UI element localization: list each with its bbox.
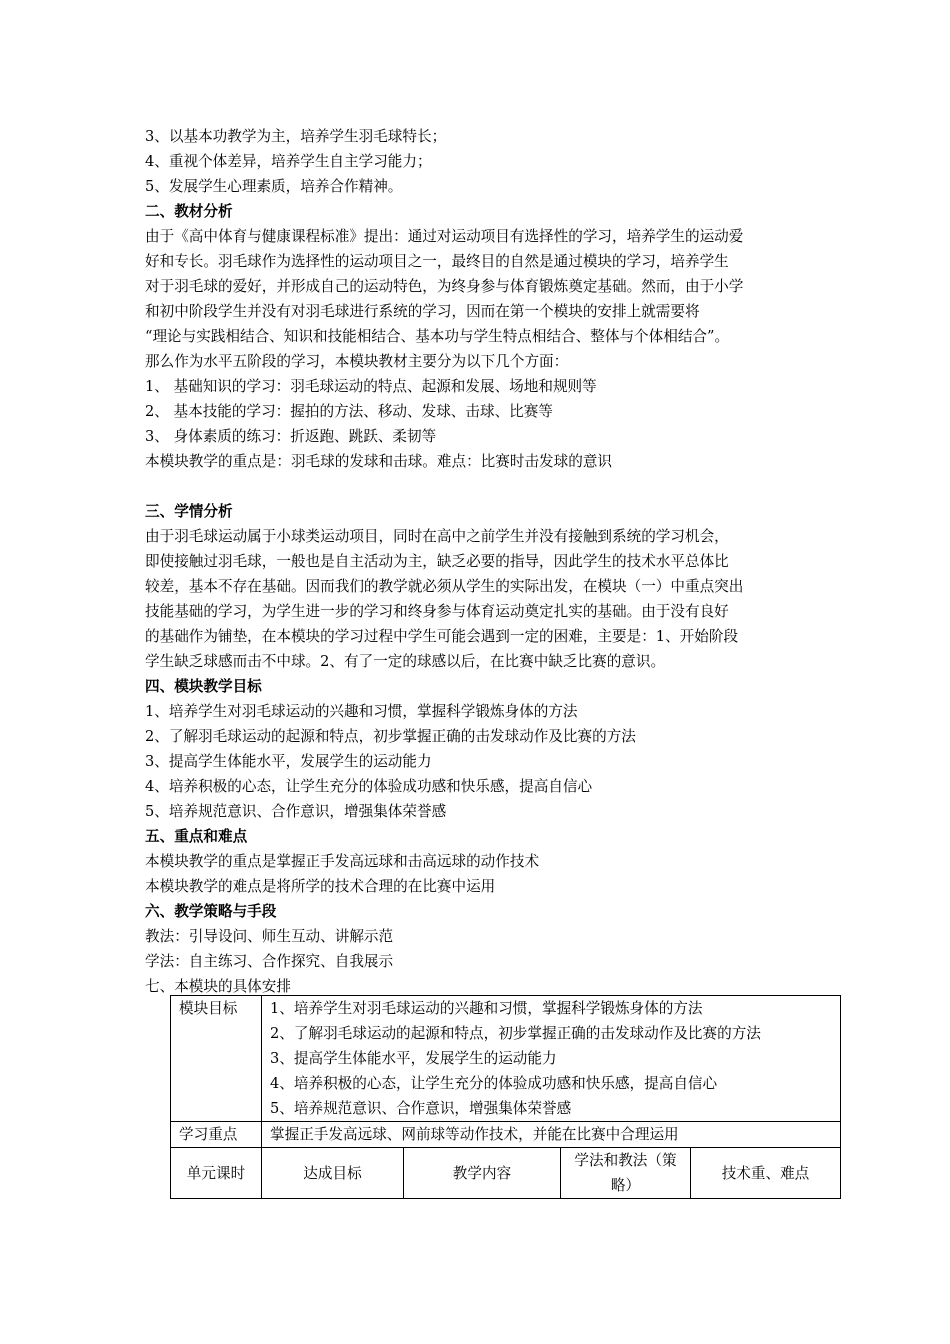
- goal-item: 2、了解羽毛球运动的起源和特点，初步掌握正确的击发球动作及比赛的方法: [270, 1025, 761, 1042]
- section-heading: 六、教学策略与手段: [145, 903, 277, 920]
- paragraph-line: 即使接触过羽毛球，一般也是自主活动为主，缺乏必要的指导，因此学生的技术水平总体比: [145, 553, 729, 570]
- intro-item: 3、以基本功教学为主，培养学生羽毛球特长；: [145, 128, 447, 145]
- column-header: 学法和教法（策略）: [561, 1148, 691, 1199]
- paragraph-line: 那么作为水平五阶段的学习，本模块教材主要分为以下几个方面：: [145, 353, 569, 370]
- blank-line: [145, 474, 845, 499]
- column-header: 教学内容: [404, 1148, 561, 1199]
- focus-line: 本模块教学的重点是：羽毛球的发球和击球。难点：比赛时击发球的意识: [145, 453, 613, 470]
- paragraph-line: 的基础作为铺垫，在本模块的学习过程中学生可能会遇到一定的困难，主要是：1、开始阶段: [145, 628, 739, 645]
- list-item: 1、 基础知识的学习：羽毛球运动的特点、起源和发展、场地和规则等: [145, 378, 597, 395]
- goal-item: 1、培养学生对羽毛球运动的兴趣和习惯，掌握科学锻炼身体的方法: [270, 1000, 703, 1017]
- intro-item: 5、发展学生心理素质，培养合作精神。: [145, 178, 403, 195]
- paragraph-line: 学生缺乏球感而击不中球。2、有了一定的球感以后，在比赛中缺乏比赛的意识。: [145, 653, 666, 670]
- paragraph-line: 由于羽毛球运动属于小球类运动项目，同时在高中之前学生并没有接触到系统的学习机会，: [145, 528, 729, 545]
- list-item: 3、 身体素质的练习：折返跑、跳跃、柔韧等: [145, 428, 437, 445]
- focus-label-cell: 学习重点: [171, 1122, 262, 1148]
- paragraph-line: 学法：自主练习、合作探究、自我展示: [145, 953, 394, 970]
- goal-label-cell: 模块目标: [171, 996, 262, 1122]
- paragraph-line: 由于《高中体育与健康课程标准》提出：通过对运动项目有选择性的学习，培养学生的运动爱: [145, 228, 744, 245]
- section-heading: 三、学情分析: [145, 503, 233, 520]
- list-item: 1、培养学生对羽毛球运动的兴趣和习惯，掌握科学锻炼身体的方法: [145, 703, 578, 720]
- paragraph-line: 本模块教学的难点是将所学的技术合理的在比赛中运用: [145, 878, 496, 895]
- focus-text-cell: 掌握正手发高远球、网前球等动作技术，并能在比赛中合理运用: [262, 1122, 841, 1148]
- paragraph-line: 技能基础的学习，为学生进一步的学习和终身参与体育运动奠定扎实的基础。由于没有良好: [145, 603, 729, 620]
- section-heading: 七、本模块的具体安排: [145, 978, 291, 995]
- column-header: 达成目标: [262, 1148, 404, 1199]
- section-heading: 二、教材分析: [145, 203, 233, 220]
- paragraph-line: 较差，基本不存在基础。因而我们的教学就必须从学生的实际出发，在模块（一）中重点突出: [145, 578, 744, 595]
- column-header: 技术重、难点: [691, 1148, 841, 1199]
- paragraph-line: 好和专长。羽毛球作为选择性的运动项目之一，最终目的自然是通过模块的学习，培养学生: [145, 253, 729, 270]
- paragraph-line: 和初中阶段学生并没有对羽毛球进行系统的学习，因而在第一个模块的安排上就需要将: [145, 303, 700, 320]
- goal-item: 3、提高学生体能水平，发展学生的运动能力: [270, 1050, 557, 1067]
- section-heading: 四、模块教学目标: [145, 678, 262, 695]
- document-body: [145, 124, 845, 999]
- list-item: 2、 基本技能的学习：握拍的方法、移动、发球、击球、比赛等: [145, 403, 553, 420]
- list-item: 4、培养积极的心态，让学生充分的体验成功感和快乐感，提高自信心: [145, 778, 593, 795]
- column-header: 单元课时: [171, 1148, 262, 1199]
- goal-item: 4、培养积极的心态，让学生充分的体验成功感和快乐感，提高自信心: [270, 1075, 718, 1092]
- paragraph-line: “理论与实践相结合、知识和技能相结合、基本功与学生特点相结合、整体与个体相结合”。: [145, 328, 730, 345]
- intro-item: 4、重视个体差异，培养学生自主学习能力；: [145, 153, 432, 170]
- list-item: 3、提高学生体能水平，发展学生的运动能力: [145, 753, 432, 770]
- goal-item: 5、培养规范意识、合作意识，增强集体荣誉感: [270, 1100, 572, 1117]
- list-item: 5、培养规范意识、合作意识，增强集体荣誉感: [145, 803, 447, 820]
- table-header-row: [171, 1148, 841, 1199]
- paragraph-line: 教法：引导设问、师生互动、讲解示范: [145, 928, 394, 945]
- goals-cell: [262, 996, 841, 1122]
- paragraph-line: 本模块教学的重点是掌握正手发高远球和击高远球的动作技术: [145, 853, 540, 870]
- module-plan-table: [170, 995, 841, 1199]
- table-row: [171, 1122, 841, 1148]
- table-row: [171, 996, 841, 1122]
- paragraph-line: 对于羽毛球的爱好，并形成自己的运动特色，为终身参与体育锻炼奠定基础。然而，由于小学: [145, 278, 744, 295]
- list-item: 2、了解羽毛球运动的起源和特点，初步掌握正确的击发球动作及比赛的方法: [145, 728, 636, 745]
- section-heading: 五、重点和难点: [145, 828, 248, 845]
